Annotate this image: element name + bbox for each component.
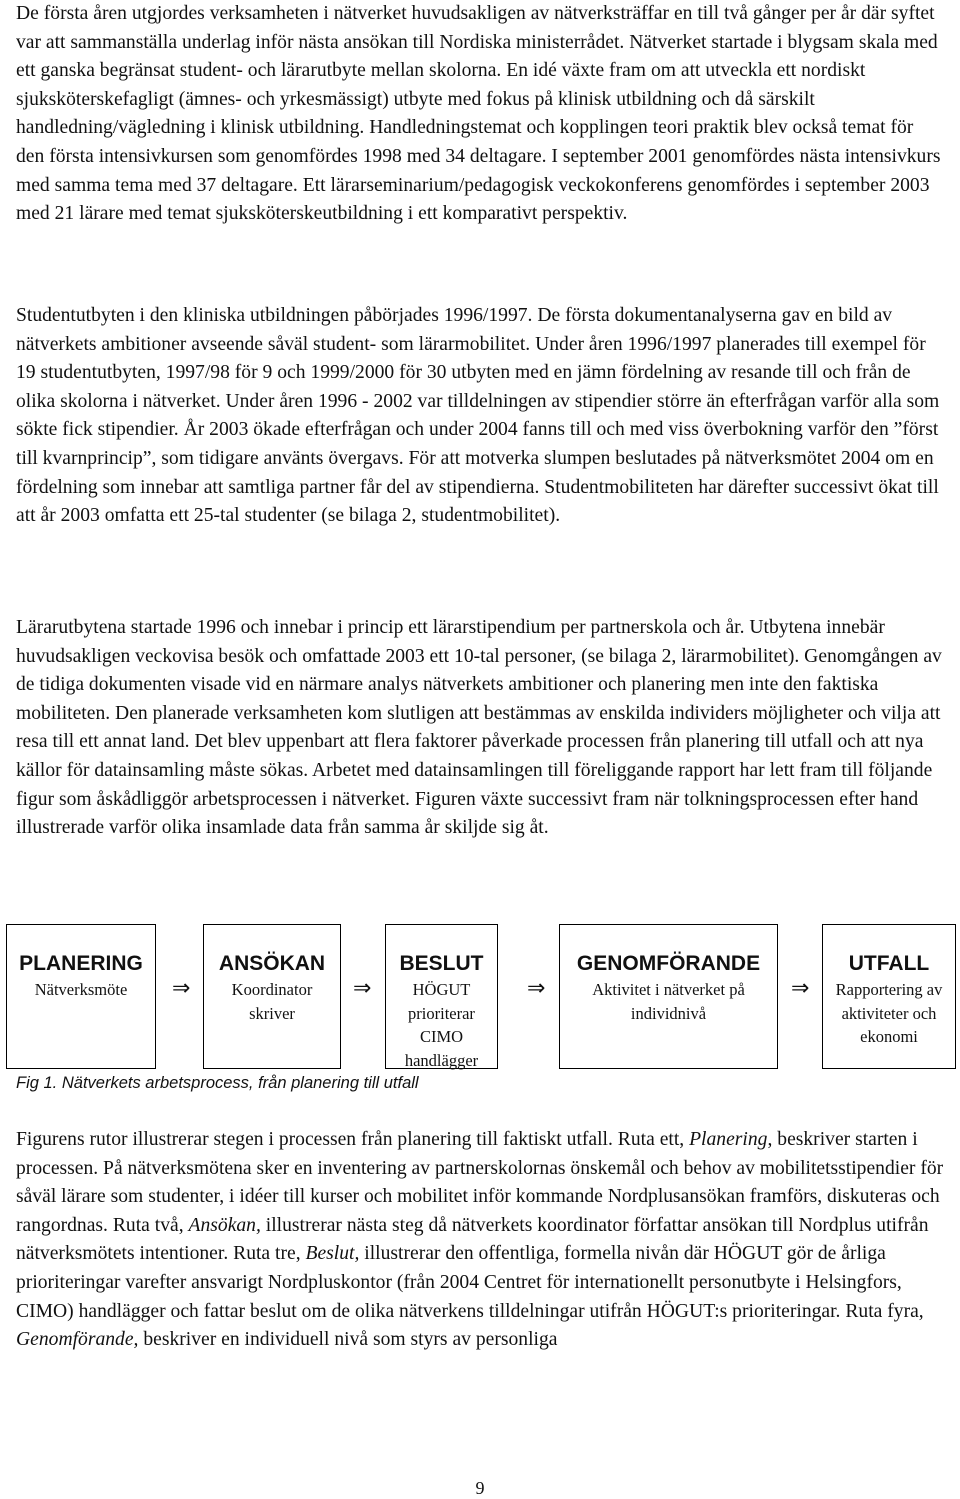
text: Figurens rutor illustrerar stegen i processen från planering till faktiskt utfall. Ruta ett, bbox=[16, 1129, 690, 1150]
paragraph-2: Studentutbyten i den kliniska utbildningen påbörjades 1996/1997. De första dokumentanalyserna gav en bild av nätverkets ambitioner avseende såväl student- som lärarmobilitet. Under åren 1996/1997 planerades till exempel för 19 studentutbyten, 1997/98 för 9 och 1999/2000 för 30 utbyten med en jämn fördelning av resande till och från de olika skolorna i nätverket. Under åren 1996 - 2002 var tilldelningen av stipendier större än efterfrågan varför alla som sökte fick stipendier. År 2003 ökade efterfrågan och under 2004 fanns till och med viss överbokning varför den ”först till kvarnprincip”, som tidigare använts övergavs. För att motverka slumpen beslutades på nätverksmötet 2004 om en fördelning som innebar att samtliga partner får del av stipendierna. Studentmobiliteten har därefter successivt ökat till att år 2003 omfatta ett 25-tal studenter (se bilaga 2, studentmobilitet). bbox=[16, 305, 940, 527]
emphasis: Genomförande, bbox=[16, 1329, 139, 1351]
box-heading: PLANERING bbox=[19, 952, 143, 975]
emphasis: Planering bbox=[689, 1129, 768, 1150]
arrow-icon: ⇒ bbox=[353, 976, 372, 1001]
text: illustrerar den offentliga, formella nivån där HÖGUT gör de årliga prioriteringar varefter ansvarigt Nordpluskontor (från 2004 Centret för internationellt personutbyte i Helsingfors, CIMO) handlägger och fattar beslut om de olika nätverkens tilldelningar utifrån HÖGUT:s prioriteringar. Ruta fyra, bbox=[16, 1243, 924, 1322]
process-figure bbox=[0, 924, 960, 1100]
box-planering bbox=[6, 924, 156, 1069]
arrow-icon: ⇒ bbox=[172, 976, 191, 1001]
box-text: HÖGUT prioriterar CIMO handlägger bbox=[404, 980, 479, 1070]
text: beskriver en individuell nivå som styrs av personliga bbox=[138, 1329, 558, 1351]
text: illustrerar nästa steg då nätverkets koordinator författar ansökan till Nordplus utifrån nätverksmötets intentioner. Ruta tre, bbox=[16, 1214, 929, 1265]
box-ansokan bbox=[203, 924, 341, 1069]
arrow-icon: ⇒ bbox=[527, 976, 546, 1001]
emphasis: Beslut, bbox=[305, 1243, 360, 1265]
box-text: Rapportering av aktiviteter och ekonomi bbox=[835, 980, 943, 1046]
box-text: Koordinator skriver bbox=[231, 980, 313, 1023]
emphasis: Ansökan, bbox=[188, 1214, 261, 1236]
text: , beskriver starten i processen. På nätverksmötena sker en inventering av partnerskolornas önskemål och behov av mobilitetsstipendier för såväl lärare som studenter, i idéer till kurser och mobilitet inför kommande Nordplusansökan framförs, diskuteras och rangordnas. Ruta två, bbox=[16, 1129, 944, 1236]
arrow-icon: ⇒ bbox=[791, 976, 810, 1001]
paragraph-4 bbox=[16, 1126, 946, 1355]
paragraph-3: Lärarutbytena startade 1996 och innebar i princip ett lärarstipendium per partnerskola och år. Utbytena innebär huvudsakligen veckovisa besök och omfattade 2003 ett 10-tal personer, (se bilaga 2, lärarmobilitet). Genomgången av de tidiga dokumenten visade vid en närmare analys nätverkets ambitioner och planering men inte den faktiska mobiliteten. Den planerade verksamheten kom slutligen att bestämmas av enskilda individers möjligheter och vilja att resa till ett annat land. Det blev uppenbart att flera faktorer påverkade processen från planering till utfall och att nya källor för datainsamling måste sökas. Arbetet med datainsamlingen till föreliggande rapport har lett fram till följande figur som åskådliggör arbetsprocessen i nätverket. Figuren växte successivt fram när tolkningsprocessen efter hand illustrerade varför olika insamlade data från samma år skiljde sig åt. bbox=[16, 617, 942, 839]
box-heading: GENOMFÖRANDE bbox=[576, 952, 761, 975]
page-number: 9 bbox=[475, 1478, 485, 1498]
box-heading: UTFALL bbox=[848, 952, 930, 975]
box-heading: ANSÖKAN bbox=[218, 952, 326, 975]
box-text: Nätverksmöte bbox=[34, 980, 128, 999]
paragraph-1: De första åren utgjordes verksamheten i nätverket huvudsakligen av nätverksträffar en till två gånger per år där syftet var att sammanställa underlag inför nästa ansökan till Nordiska ministerrådet. Nätverket startade i blygsam skala med ett ganska begränsat student- och lärarutbyte mellan skolorna. En idé växte fram om att utveckla ett nordiskt sjuksköterskefagligt (ämnes- och yrkesmässigt) utbyte med fokus på klinisk utbildning och då särskilt handledning/vägledning i klinisk utbildning. Handledningstemat och kopplingen teori praktik blev också temat för den första intensivkursen som genomfördes 1998 med 34 deltagare. I september 2001 genomfördes nästa intensivkurs med samma tema med 37 deltagare. Ett lärarseminarium/pedagogisk veckokonferens genomfördes i september 2003 med 21 lärare med temat sjuksköterskeutbildning i ett komparativt perspektiv. bbox=[16, 3, 941, 225]
box-beslut bbox=[385, 924, 498, 1069]
box-heading: BESLUT bbox=[399, 952, 484, 975]
box-utfall bbox=[822, 924, 956, 1069]
figure-caption: Fig 1. Nätverkets arbetsprocess, från planering till utfall bbox=[16, 1074, 419, 1092]
box-genomforande bbox=[559, 924, 778, 1069]
box-text: Aktivitet i nätverket på individnivå bbox=[592, 980, 745, 1023]
